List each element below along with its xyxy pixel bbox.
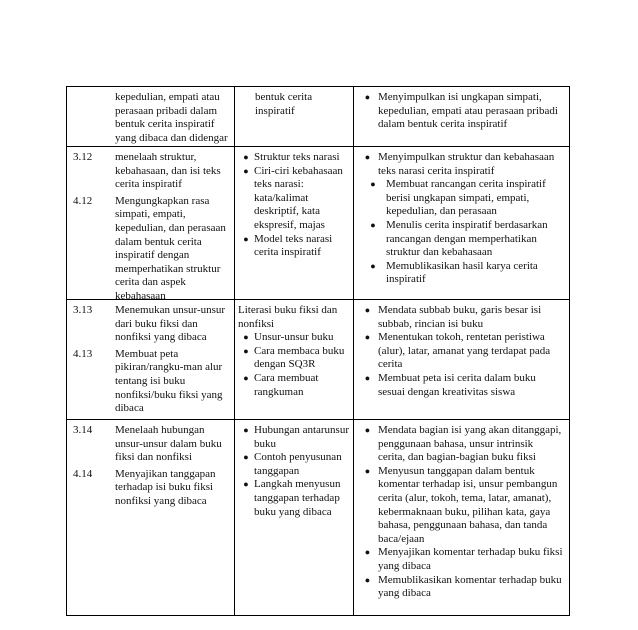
bullet-icon: ●	[364, 574, 371, 585]
kegiatan-text: Membuat peta isi cerita dalam buku sesuai dengan kreativitas siswa	[378, 371, 536, 398]
list-item	[357, 178, 563, 219]
list-item	[238, 451, 349, 478]
kegiatan-text: Menentukan tokoh, rentetan peristiwa (alur), latar, amanat yang terdapat pada cerita	[378, 331, 551, 371]
kd-cell	[67, 300, 235, 419]
list-item	[357, 219, 563, 260]
kd-number: 4.14	[73, 467, 93, 480]
bullet-icon: ●	[370, 179, 376, 190]
materi-intro: bentuk cerita inspiratif	[255, 91, 313, 117]
table-row	[67, 87, 569, 147]
kd-item	[71, 348, 230, 416]
materi-text: Ciri-ciri kebahasaan teks narasi: kata/kalimat deskriptif, kata ekspresif, majas	[254, 164, 343, 231]
kd-item	[71, 424, 230, 465]
list-item	[238, 424, 349, 451]
bullet-icon: ●	[364, 465, 371, 476]
list-item	[357, 331, 563, 372]
kegiatan-cell	[354, 147, 569, 299]
kd-item	[71, 468, 230, 509]
kegiatan-text: Mendata subbab buku, garis besar isi subbab, rincian isi buku	[378, 304, 542, 330]
kegiatan-cell	[354, 87, 569, 146]
materi-text: Cara membaca buku dengan SQ3R	[254, 344, 345, 371]
materi-text: Cara membuat rangkuman	[254, 371, 319, 398]
list-item	[238, 331, 349, 345]
list-item	[357, 304, 563, 331]
kegiatan-text: Menulis cerita inspiratif berdasarkan rancangan dengan memperhatikan struktur dan kebahasaan	[386, 218, 548, 259]
materi-text: Struktur teks narasi	[254, 151, 340, 163]
list-item	[238, 372, 349, 399]
kd-text: Menemukan unsur-unsur dari buku fiksi dan nonfiksi yang dibaca	[115, 304, 226, 344]
bullet-icon: ●	[243, 345, 249, 356]
kd-cell	[67, 420, 235, 615]
kegiatan-text: Menyimpulkan isi ungkapan simpati, kepedulian, empati atau perasaan pribadi dalam bentuk cerita inspiratif	[378, 91, 558, 131]
bullet-icon: ●	[370, 219, 376, 230]
kd-cell	[67, 87, 235, 146]
list-item	[238, 233, 349, 260]
kegiatan-cell	[354, 300, 569, 419]
bullet-icon: ●	[364, 305, 371, 315]
table-row	[67, 420, 569, 616]
list-item	[357, 546, 563, 573]
list-item	[357, 372, 563, 399]
kegiatan-text: Mendata bagian isi yang akan ditanggapi, penggunaan bahasa, unsur intrinsik cerita, dan bagian-bagian buku fiksi	[378, 424, 562, 464]
kd-item	[71, 151, 230, 192]
materi-text: Unsur-unsur buku	[254, 331, 334, 344]
list-item	[357, 151, 563, 178]
materi-text: Langkah menyusun tanggapan terhadap buku yang dibaca	[254, 478, 341, 518]
kd-number: 4.12	[73, 194, 93, 207]
kd-text: kepedulian, empati atau perasaan pribadi dalam bentuk cerita inspiratif yang dibaca dan didengar	[115, 91, 228, 144]
kegiatan-text: Menyajikan komentar terhadap buku fiksi yang dibaca	[378, 546, 563, 572]
bullet-icon: ●	[243, 372, 249, 383]
list-item	[357, 260, 563, 287]
kd-number: 4.13	[73, 347, 93, 360]
bullet-icon: ●	[243, 233, 249, 244]
bullet-icon: ●	[243, 165, 249, 176]
list-item	[238, 165, 349, 233]
bullet-icon: ●	[243, 425, 249, 435]
bullet-icon: ●	[364, 92, 371, 102]
bullet-icon: ●	[364, 152, 371, 162]
kd-text: Menyajikan tanggapan terhadap isi buku fiksi nonfiksi yang dibaca	[115, 467, 216, 507]
list-item	[357, 91, 563, 132]
bullet-icon: ●	[243, 152, 249, 162]
materi-intro: Literasi buku fiksi dan nonfiksi	[238, 304, 338, 330]
kd-item	[71, 304, 230, 345]
bullet-icon: ●	[364, 332, 371, 343]
list-item	[357, 465, 563, 547]
bullet-icon: ●	[364, 372, 371, 383]
materi-cell	[235, 300, 354, 419]
materi-cell	[235, 420, 354, 615]
kegiatan-text: Memublikasikan komentar terhadap buku yang dibaca	[378, 573, 562, 600]
list-item	[357, 424, 563, 465]
bullet-icon: ●	[243, 332, 249, 343]
materi-cell	[235, 87, 354, 146]
kd-item	[71, 91, 230, 145]
kd-item	[71, 195, 230, 304]
list-item	[238, 478, 349, 519]
kegiatan-text: Memublikasikan hasil karya cerita inspiratif	[386, 259, 538, 286]
materi-text: Contoh penyusunan tanggapan	[254, 451, 342, 477]
kegiatan-cell	[354, 420, 569, 615]
kegiatan-text: Membuat rancangan cerita inspiratif berisi ungkapan simpati, empati, kepedulian, dan perasaan	[386, 178, 546, 218]
bullet-icon: ●	[243, 479, 249, 490]
bullet-icon: ●	[243, 452, 249, 463]
kegiatan-text: Menyimpulkan struktur dan kebahasaan teks narasi cerita inspiratif	[378, 151, 555, 177]
list-item	[357, 574, 563, 601]
kd-text: Membuat peta pikiran/rangku-man alur tentang isi buku nonfiksi/buku fiksi yang dibaca	[115, 347, 223, 415]
kd-text: Menelaah hubungan unsur-unsur dalam buku fiksi dan nonfiksi	[115, 424, 222, 464]
materi-cell	[235, 147, 354, 299]
table-row	[67, 147, 569, 300]
kd-text: menelaah struktur, kebahasaan, dan isi teks cerita inspiratif	[115, 151, 221, 191]
kd-number: 3.13	[73, 304, 93, 316]
kegiatan-text: Menyusun tanggapan dalam bentuk komentar terhadap isi, unsur pembangun cerita (alur, tokoh, tema, latar, amanat), kebermaknaan buku, pilihan kata, gaya bahasa, penggunaan bahasa, dan tanda baca/ejaan	[378, 464, 558, 545]
bullet-icon: ●	[364, 425, 371, 435]
kd-number: 3.12	[73, 151, 93, 163]
list-item	[238, 151, 349, 165]
list-item	[238, 345, 349, 372]
syllabus-table	[66, 86, 570, 616]
materi-text: Model teks narasi cerita inspiratif	[254, 232, 333, 259]
kd-cell	[67, 147, 235, 302]
materi-text: Hubungan antarunsur buku	[254, 424, 350, 450]
table-row	[67, 300, 569, 420]
kd-number: 3.14	[73, 424, 93, 436]
bullet-icon: ●	[370, 260, 376, 271]
kd-text: Mengungkapkan rasa simpati, empati, kepedulian, dan perasaan dalam bentuk cerita inspiratif dengan memperhatikan struktur cerita dan aspek kebahasaan	[115, 194, 226, 302]
bullet-icon: ●	[364, 547, 371, 558]
